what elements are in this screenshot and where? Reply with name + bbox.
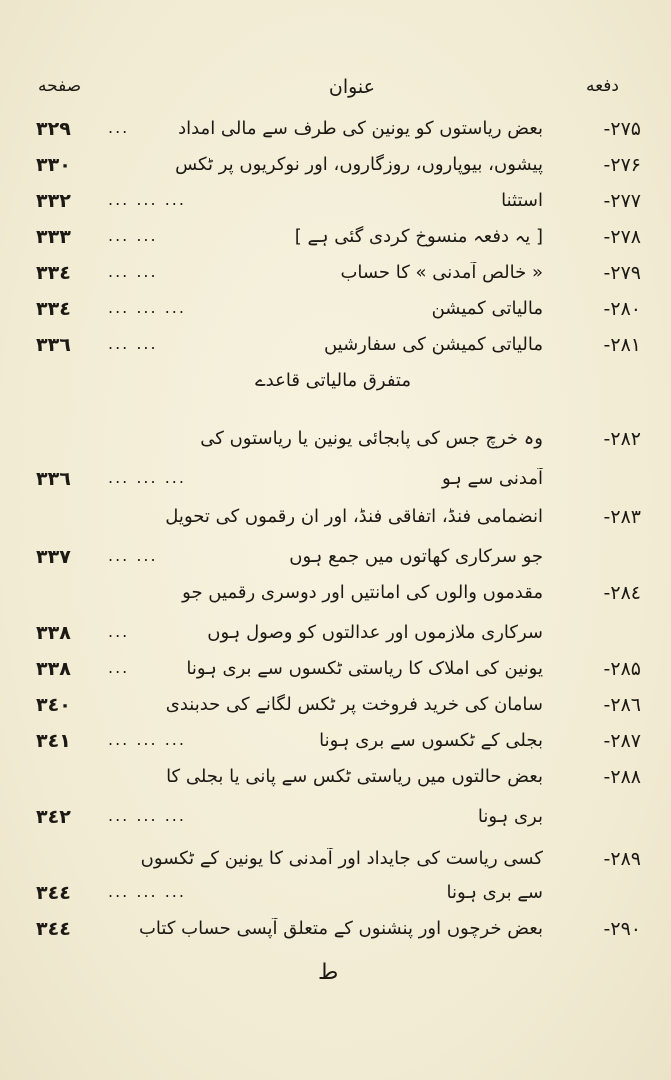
- entry-number: ۲۷۹-: [603, 262, 641, 284]
- entry-title-line-2: سے بری ہونا: [446, 882, 543, 903]
- entry-title: سامان کی خرید فروخت پر ٹکس لگانے کی حدبندی: [165, 694, 543, 715]
- entry-number: ۲۷۵-: [603, 118, 641, 140]
- entry-title: « خالص آمدنی » کا حساب: [340, 262, 543, 283]
- entry-number: ۲۸۹-: [603, 848, 641, 870]
- entry-page: ۳۳۸: [36, 658, 71, 680]
- entry-title-line-2: جو سرکاری کھاتوں میں جمع ہوں: [289, 546, 543, 567]
- entry-title-line-1: کسی ریاست کی جایداد اور آمدنی کا یونین کے ٹکسوں: [140, 848, 543, 869]
- entry-leader: ... ... ...: [108, 298, 186, 317]
- entry-title-line-1: وہ خرچ جس کی پابجائی یونین یا ریاستوں کی: [200, 428, 543, 449]
- entry-page: ۳۲۹: [36, 118, 71, 140]
- entry-page: ۳۳۷: [36, 546, 71, 568]
- entry-title-line-1: بعض حالتوں میں ریاستی ٹکس سے پانی یا بجلی کا: [166, 766, 543, 787]
- entry-number: ۲۷۸-: [603, 226, 641, 248]
- entry-number: ۲۸۲-: [603, 428, 641, 450]
- entry-page: ۳٤۲: [36, 806, 71, 828]
- entry-page: ۳۳٦: [36, 468, 71, 490]
- entry-title-line-2: آمدنی سے ہو: [441, 468, 543, 489]
- header-page: صفحه: [38, 76, 82, 96]
- entry-title-line-2: سرکاری ملازموں اور عدالتوں کو وصول ہوں: [207, 622, 543, 643]
- entry-leader: ... ...: [108, 334, 158, 353]
- entry-page: ۳۳۸: [36, 622, 71, 644]
- entry-number: ۲۸٦-: [603, 694, 641, 716]
- entry-number: ۲۹۰-: [603, 918, 641, 940]
- entry-leader: ... ... ...: [108, 468, 186, 487]
- entry-leader: ...: [108, 118, 130, 137]
- entry-title-line-1: انضمامی فنڈ، اتفاقی فنڈ، اور ان رقموں کی تحویل: [165, 506, 543, 527]
- entry-leader: ... ...: [108, 226, 158, 245]
- entry-number: ۲۸٤-: [603, 582, 641, 604]
- entry-leader: ... ...: [108, 262, 158, 281]
- entry-leader: ...: [108, 658, 130, 677]
- entry-title: [ یہ دفعہ منسوخ کردی گئی ہے ]: [294, 226, 543, 247]
- entry-title-line-1: مقدموں والوں کی امانتیں اور دوسری رقمیں جو: [182, 582, 543, 603]
- entry-title: بعض ریاستوں کو یونین کی طرف سے مالی امداد: [178, 118, 543, 139]
- entry-page: ۳٤٤: [36, 882, 71, 904]
- entry-number: ۲۸۰-: [603, 298, 641, 320]
- entry-leader: ... ... ...: [108, 730, 186, 749]
- entry-page: ۳۳٤: [36, 262, 71, 284]
- entry-page: ۳٤٤: [36, 918, 71, 940]
- page-marker: ط: [318, 960, 339, 985]
- entry-leader: ... ...: [108, 546, 158, 565]
- section-heading: متفرق مالیاتی قاعدے: [255, 370, 411, 391]
- entry-title: پیشوں، بیوپاروں، روزگاروں، اور نوکریوں پر ٹکس: [175, 154, 543, 175]
- entry-page: ۳۳۳: [36, 226, 71, 248]
- entry-page: ۳٤۱: [36, 730, 71, 752]
- entry-title-line-2: بری ہونا: [477, 806, 543, 827]
- entry-title: بجلی کے ٹکسوں سے بری ہونا: [319, 730, 543, 751]
- header-title: عنوان: [328, 76, 375, 98]
- entry-number: ۲۷۶-: [603, 154, 641, 176]
- entry-leader: ...: [108, 622, 130, 641]
- entry-number: ۲۸۱-: [603, 334, 641, 356]
- entry-title: مالیاتی کمیشن: [431, 298, 543, 319]
- entry-leader: ... ... ...: [108, 882, 186, 901]
- entry-page: ۳٤۰: [36, 694, 71, 716]
- entry-leader: ... ... ...: [108, 806, 186, 825]
- entry-page: ۳۳٤: [36, 298, 71, 320]
- entry-title: استثنا: [501, 190, 543, 211]
- entry-number: ۲۸۷-: [603, 730, 641, 752]
- entry-number: ۲۸۸-: [603, 766, 641, 788]
- entry-leader: ... ... ...: [108, 190, 186, 209]
- entry-title: مالیاتی کمیشن کی سفارشیں: [323, 334, 543, 355]
- entry-number: ۲۷۷-: [603, 190, 641, 212]
- header-section-number: دفعه: [585, 76, 619, 96]
- entry-number: ۲۸۳-: [603, 506, 641, 528]
- entry-page: ۳۳۰: [36, 154, 71, 176]
- column-header: [0, 70, 671, 106]
- entry-page: ۳۳۲: [36, 190, 71, 212]
- entry-title: یونین کی املاک کا ریاستی ٹکسوں سے بری ہونا: [186, 658, 543, 679]
- entry-title: بعض خرچوں اور پنشنوں کے متعلق آپسی حساب کتاب: [138, 918, 543, 939]
- entry-number: ۲۸۵-: [603, 658, 641, 680]
- entry-page: ۳۳٦: [36, 334, 71, 356]
